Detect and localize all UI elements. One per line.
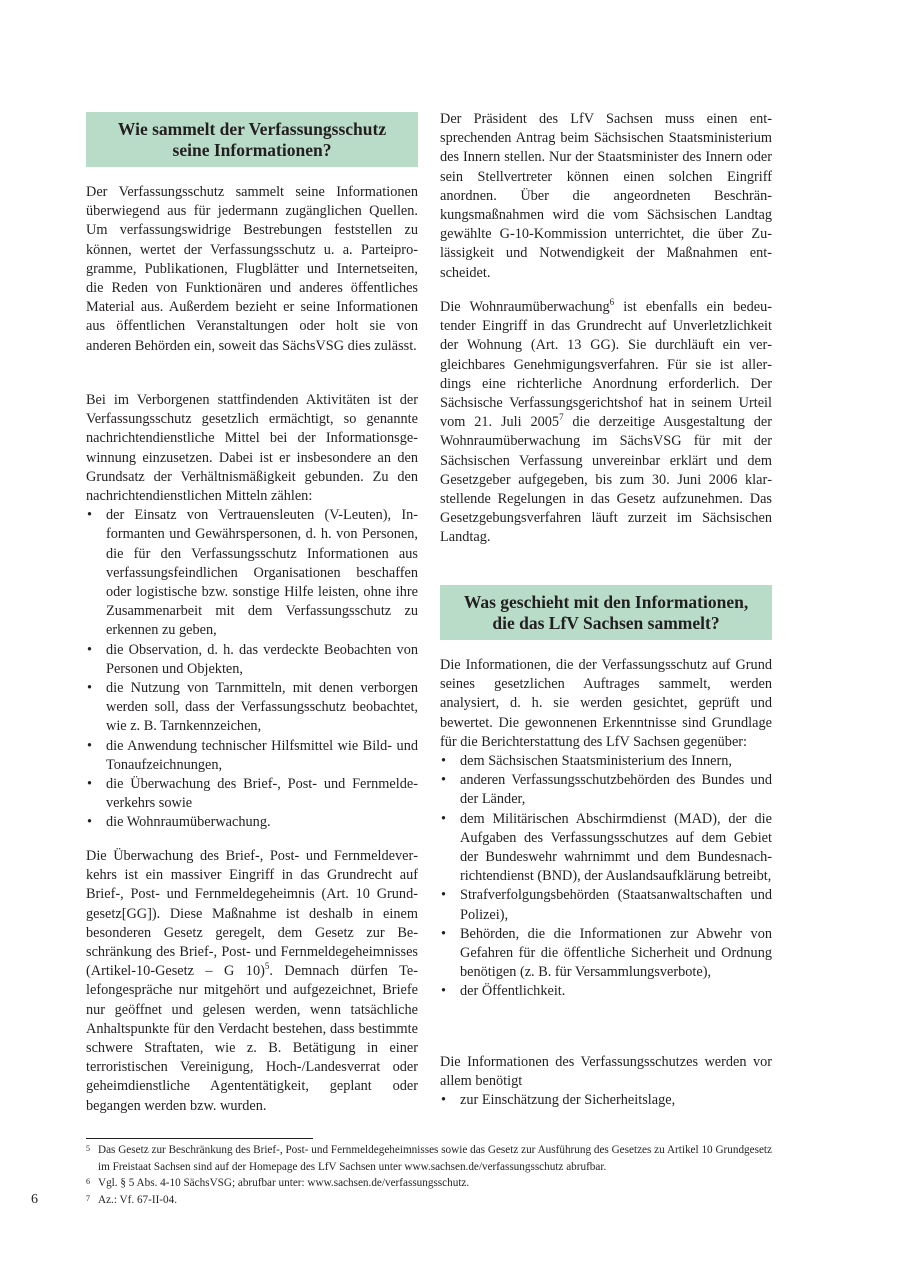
list-item	[440, 982, 772, 1001]
footnote-ref-6: 6	[609, 297, 615, 307]
bullet-icon: •	[87, 680, 93, 697]
paragraph-covert-means: Bei im Verborgenen stattfindenden Aktivitäten ist der Verfassungsschutz gesetzlich ermächtigt, so genannte nachrichtendienstliche Mittel bei der Informationsgewinnung einzusetzen. Dabei ist er insbesondere an den Grundsatz der Verhältnismäßigkeit gebunden. Zu den nachrichtendienstlichen Mitteln zählen:	[86, 392, 418, 505]
list-item	[86, 813, 418, 832]
list-item-text: die Nutzung von Tarnmitteln, mit denen verborgen werden soll, dass der Verfassungsschutz beobachtet, wie z. B. Tarnkennzeichen,	[106, 680, 418, 735]
paragraph-home-part-b: ist ebenfalls ein bedeutender Eingriff in das Grundrecht auf Unverletzlichkeit der Wohnung (Art. 13 GG). Sie durchläuft ein vergleichbares Genehmigungsverfahren. Für sie ist allerdings eine richterliche Anordnung erforderlich. Der Sächsische Verfassungsgerichtshof hat in seinem Urteil vom 21. Juli 2005	[440, 299, 772, 431]
list-item-text: die Überwachung des Brief-, Post- und Fernmeldeverkehrs sowie	[106, 776, 418, 812]
list-item	[440, 752, 772, 771]
footnote-ref-5: 5	[264, 961, 270, 972]
paragraph-g10-part-a: Die Überwachung des Brief-, Post- und Fernmeldeverkehrs ist ein massiver Eingriff in das Grundrecht auf Brief-, Post- und Fernmeldegeheimnis (Art. 10 Grundgesetz[GG]). Diese Maßnahme ist deshalb in einem besonderen Gesetz geregelt, dem Gesetz zur Beschränkung des Brief-, Post- und Fernmeldegeheimnisses (Artikel-10-Gesetz – G 10)	[86, 848, 418, 980]
heading-line-2: seine Informationen?	[172, 140, 332, 160]
footnote-number: 6	[86, 1177, 90, 1186]
paragraph-home-part-a: Die Wohnraumüberwachung	[440, 299, 610, 315]
list-item-text: dem Sächsischen Staatsministerium des Innern,	[460, 753, 732, 770]
list-item	[440, 925, 772, 983]
section-heading-collecting	[86, 112, 418, 167]
bullet-icon: •	[441, 925, 447, 942]
list-item	[440, 810, 772, 887]
bullet-icon: •	[87, 507, 93, 524]
recipients-list	[440, 752, 772, 1002]
bullet-icon: •	[441, 983, 447, 1000]
footnote-number: 5	[86, 1144, 90, 1153]
bullet-icon: •	[441, 1092, 447, 1109]
footnote-divider	[86, 1138, 313, 1139]
footnote-7	[86, 1192, 772, 1209]
bullet-icon: •	[87, 814, 93, 831]
heading-line-1: Was geschieht mit den Informationen,	[463, 592, 749, 612]
usage-block	[440, 1053, 772, 1111]
recipients-block	[440, 656, 772, 1002]
heading-line-1: Wie sammelt der Verfassungsschutz	[117, 119, 387, 139]
footnote-number: 7	[86, 1193, 90, 1203]
paragraph-home-part-c: die derzeitige Ausgestaltung der Wohnraumüberwachung im SächsVSG für mit der Sächsischen Verfassung unvereinbar erklärt und dem Gesetzgeber aufgegeben, bis zum 30. Juni 2006 klarstellende Regelungen in das Gesetz aufzunehmen. Das Gesetzgebungsverfahren läuft zurzeit im Sächsischen Landtag.	[440, 414, 773, 546]
list-item-text: zur Einschätzung der Sicherheitslage,	[460, 1092, 676, 1109]
list-item	[86, 775, 418, 813]
paragraph-sources: Der Verfassungsschutz sammelt seine Informationen überwiegend aus für jedermann zugänglichen Quellen. Um verfassungswidrige Bestrebungen feststellen zu können, wertet der Verfassungsschutz u. a. Parteiprogramme, Publikationen, Flugblätter und Internetseiten, die Reden von Funktionären und anderes öffentliches Material aus. Außerdem bezieht er seine Informationen aus öffentlichen Veranstaltungen oder holt sie von anderen Behörden ein, soweit das SächsVSG dies zulässt.	[86, 184, 418, 354]
means-list	[86, 506, 418, 832]
list-item-text: Strafverfolgungsbehörden (Staatsanwaltschaften und Polizei),	[460, 887, 772, 923]
footnotes	[86, 1142, 772, 1208]
list-item	[440, 1091, 772, 1110]
list-item-text: die Anwendung technischer Hilfsmittel wie Bild- und Tonaufzeichnungen,	[106, 737, 418, 773]
paragraph-g10	[86, 847, 418, 1116]
list-item-text: die Wohnraumüberwachung.	[106, 814, 271, 831]
list-item-text: dem Militärischen Abschirmdienst (MAD), der die Aufgaben des Verfassungsschutzes auf dem Gebiet der Bundeswehr wahrnimmt und dem Bundesnachrichtendienst (BND), der Auslandsaufklärung betreibt,	[460, 810, 772, 885]
footnote-text: Vgl. § 5 Abs. 4-10 SächsVSG; abrufbar unter: www.sachsen.de/verfassungsschutz.	[98, 1177, 470, 1189]
list-item	[86, 737, 418, 775]
bullet-icon: •	[87, 776, 93, 793]
list-item-text: Behörden, die die Informationen zur Abwehr von Gefahren für die öffentliche Sicherheit und Ordnung benötigen (z. B. für Versammlungsverbote),	[460, 925, 772, 981]
section-heading-processing	[440, 585, 772, 640]
list-item	[86, 506, 418, 640]
bullet-icon: •	[441, 753, 447, 770]
footnote-text: Az.: Vf. 67-II-04.	[98, 1193, 178, 1206]
bullet-icon: •	[441, 772, 447, 789]
list-item-text: die Observation, d. h. das verdeckte Beobachten von Personen und Objekten,	[106, 641, 418, 677]
list-item	[86, 679, 418, 737]
list-item	[440, 886, 772, 924]
list-item	[86, 641, 418, 679]
list-item	[440, 771, 772, 809]
paragraph-g10-part-b: . Demnach dürfen Telefongespräche nur mitgehört und aufgezeichnet, Briefe nur geöffnet und gelesen werden, wenn tatsächliche Anhaltspunkte für den Verdacht bestehen, dass bestimmte schwere Straftaten, wie z. B. Betätigung in einer terroristischen Vereinigung, Hoch-/Landesverrat oder geheimdienstliche Agententätigkeit, geplant oder begangen werden bzw. wurden.	[86, 963, 418, 1114]
footnote-text: Das Gesetz zur Beschränkung des Brief-, Post- und Fernmeldegeheimnisses sowie das Gesetz zur Ausführung des Gesetzes zu Artikel 10 Grundgesetz im Freistaat Sachsen sind auf der Homepage des LfV Sachsen unter www.sachsen.de/verfassungsschutz abrufbar.	[98, 1144, 772, 1173]
list-item-text: anderen Verfassungsschutzbehörden des Bundes und der Länder,	[460, 772, 772, 808]
bullet-icon: •	[441, 810, 447, 827]
means-block	[86, 391, 418, 833]
bullet-icon: •	[87, 737, 93, 754]
paragraph-analysis: Die Informationen, die der Verfassungsschutz auf Grund seines gesetzlichen Auftrages sammelt, werden analysiert, d. h. sie werden gesichtet, geprüft und bewertet. Die gewonnenen Erkenntnisse sind Grundlage für die Berichterstattung des LfV Sachsen gegenüber:	[440, 657, 772, 750]
heading-line-2: die das LfV Sachsen sammelt?	[492, 613, 720, 633]
bullet-icon: •	[87, 641, 93, 658]
paragraph-usage: Die Informationen des Verfassungsschutzes werden vor allem benötigt	[440, 1054, 772, 1090]
usage-list	[440, 1091, 772, 1110]
bullet-icon: •	[441, 887, 447, 904]
footnote-6	[86, 1175, 772, 1192]
footnote-5	[86, 1142, 772, 1175]
list-item-text: der Öffentlichkeit.	[460, 983, 566, 1000]
paragraph-home-surveillance	[440, 298, 772, 548]
page-number: 6	[31, 1192, 38, 1207]
list-item-text: der Einsatz von Vertrauensleuten (V-Leuten), Informanten und Gewährspersonen, d. h. von Personen, die für den Verfassungsschutz Informationen aus verfassungsfeindlichen Organisationen beschaffen oder logistische bzw. sonstige Hilfe leisten, ohne ihre Zusammenarbeit mit dem Verfassungsschutz zu erkennen zu geben,	[106, 507, 418, 639]
footnote-ref-7: 7	[559, 412, 564, 423]
paragraph-president-request: Der Präsident des LfV Sachsen muss einen entsprechenden Antrag beim Sächsischen Staatsministerium des Innern stellen. Nur der Staatsminister des Innern oder sein Stellvertreter können einen solchen Eingriff anordnen. Über die angeordneten Beschränkungsmaßnahmen wird die vom Sächsischen Landtag gewählte G-10-Kommission unterrichtet, die über Zulässigkeit und Notwendigkeit der Maßnahmen entscheidet.	[440, 111, 772, 281]
